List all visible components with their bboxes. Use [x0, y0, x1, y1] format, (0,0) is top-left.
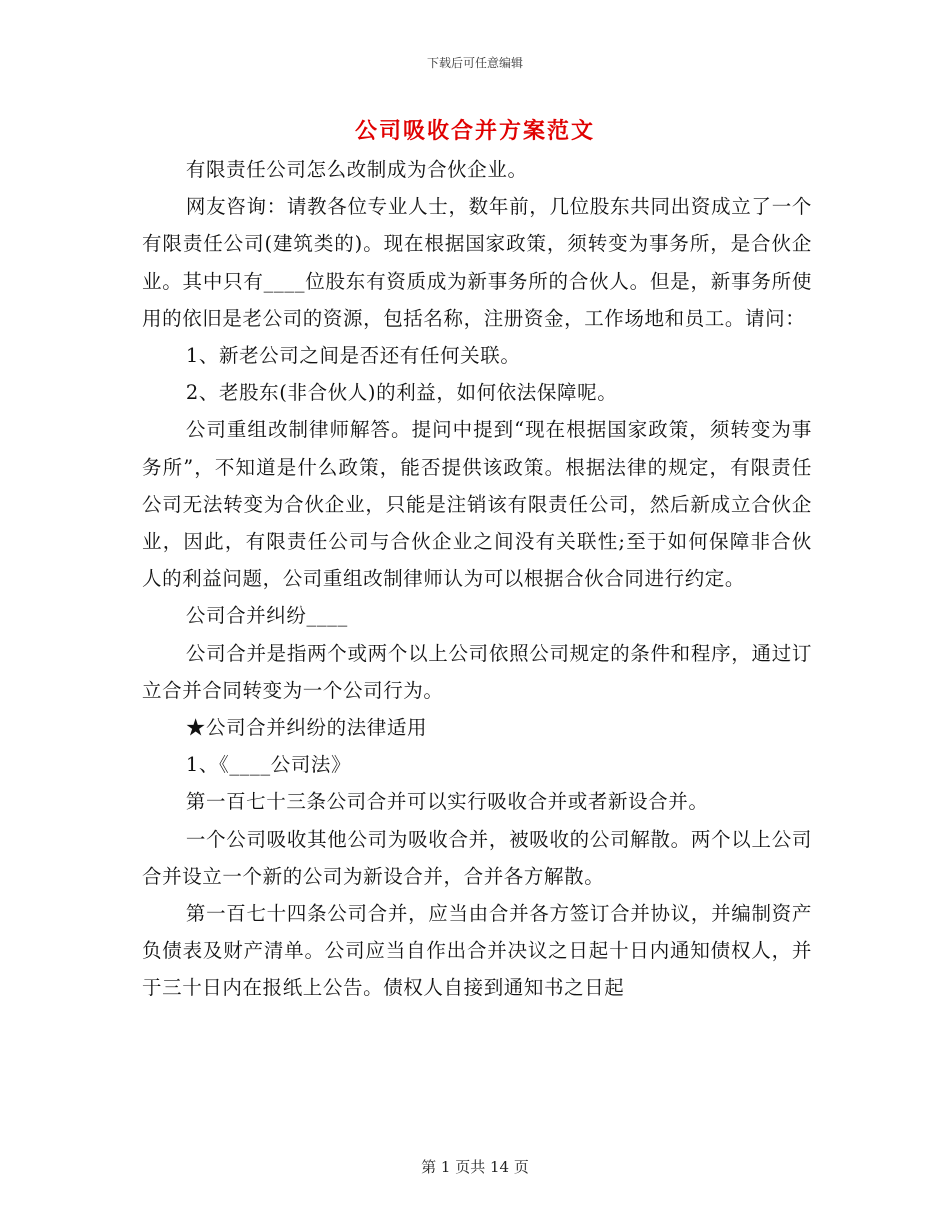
section-heading: ★公司合并纠纷的法律适用 — [185, 716, 428, 740]
document-body — [142, 151, 812, 1007]
header-note: 下载后可任意编辑 — [426, 56, 523, 70]
paragraph: 网友咨询：请教各位专业人士，数年前，几位股东共同出资成立了一个有限责任公司(建筑类的)。现在根据国家政策，须转变为事务所，是合伙企业。其中只有____位股东有资质成为新事务所的合伙人。但是，新事务所使用的依旧是老公司的资源，包括名称，注册资金，工作场地和员工。请问： — [142, 195, 812, 330]
paragraph: 一个公司吸收其他公司为吸收合并，被吸收的公司解散。两个以上公司合并设立一个新的公司为新设合并，合并各方解散。 — [142, 827, 812, 888]
list-item: 2、老股东(非合伙人)的利益，如何依法保障呢。 — [185, 381, 618, 405]
document-title: 公司吸收合并方案范文 — [354, 118, 595, 144]
list-item: 1、《____公司法》 — [185, 753, 352, 777]
section-heading: 公司合并纠纷____ — [185, 604, 348, 628]
list-item: 1、新老公司之间是否还有任何关联。 — [185, 344, 521, 368]
page-number: 第 1 页共 14 页 — [421, 1158, 529, 1176]
paragraph: 公司重组改制律师解答。提问中提到“现在根据国家政策，须转变为事务所”，不知道是什么政策，能否提供该政策。根据法律的规定，有限责任公司无法转变为合伙企业，只能是注销该有限责任公司，然后新成立合伙企业，因此，有限责任公司与合伙企业之间没有关联性;至于如何保障非合伙人的利益问题，公司重组改制律师认为可以根据合伙合同进行约定。 — [142, 418, 812, 591]
paragraph: 第一百七十四条公司合并，应当由合并各方签订合并协议，并编制资产负债表及财产清单。公司应当自作出合并决议之日起十日内通知债权人，并于三十日内在报纸上公告。债权人自接到通知书之日起 — [142, 902, 812, 1000]
paragraph: 第一百七十三条公司合并可以实行吸收合并或者新设合并。 — [185, 790, 709, 814]
paragraph: 有限责任公司怎么改制成为合伙企业。 — [185, 158, 528, 181]
paragraph: 公司合并是指两个或两个以上公司依照公司规定的条件和程序，通过订立合并合同转变为一个公司行为。 — [142, 641, 812, 702]
